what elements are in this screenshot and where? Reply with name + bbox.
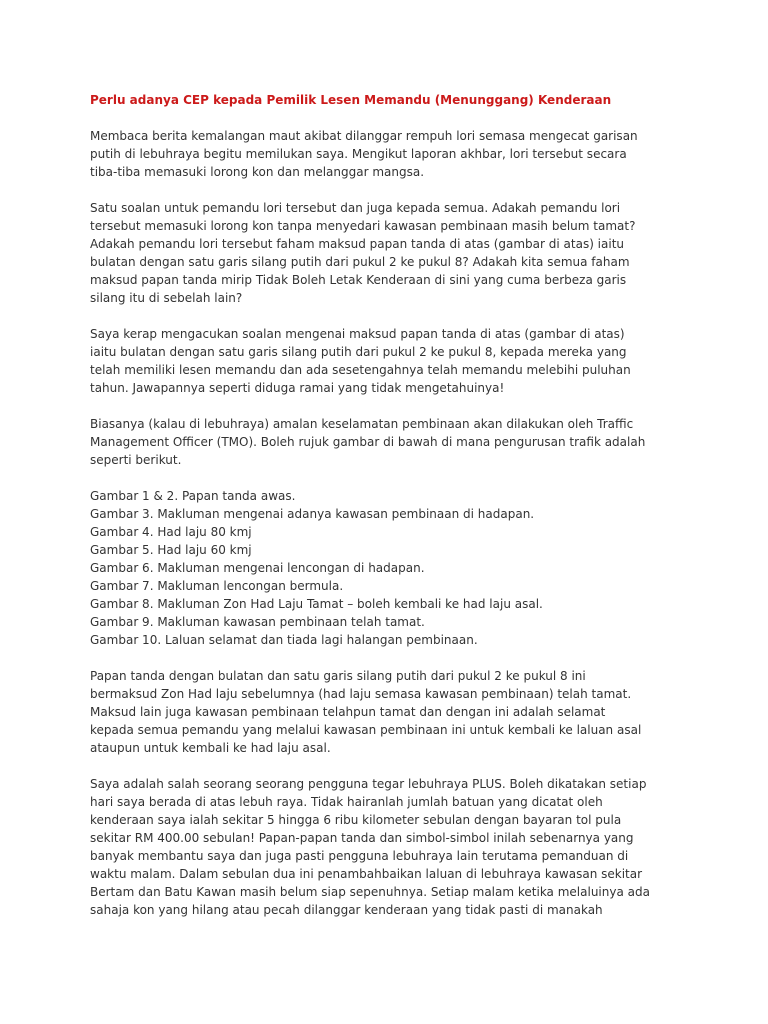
text-line: kepada semua pemandu yang melalui kawasan pembinaan ini untuk kembali ke laluan asal — [90, 723, 642, 737]
text-line: Adakah pemandu lori tersebut faham maksud papan tanda di atas (gambar di atas) iaitu — [90, 237, 625, 251]
text-line: Management Officer (TMO). Boleh rujuk gambar di bawah di mana pengurusan trafik adalah — [90, 435, 646, 449]
text-line: putih di lebuhraya begitu memilukan saya. Mengikut laporan akhbar, lori tersebut secara — [90, 147, 627, 161]
list-item: Gambar 1 & 2. Papan tanda awas. — [90, 489, 296, 503]
list-item: Gambar 4. Had laju 80 kmj — [90, 525, 252, 539]
text-line: kenderaan saya ialah sekitar 5 hingga 6 ribu kilometer sebulan dengan bayaran tol pula — [90, 813, 622, 827]
list-item: Gambar 7. Makluman lencongan bermula. — [90, 579, 344, 593]
text-line: Satu soalan untuk pemandu lori tersebut dan juga kepada semua. Adakah pemandu lori — [90, 201, 621, 215]
text-line: tersebut memasuki lorong kon tanpa menyedari kawasan pembinaan masih belum tamat? — [90, 219, 636, 233]
text-line: Saya kerap mengacukan soalan mengenai maksud papan tanda di atas (gambar di atas) — [90, 327, 625, 341]
paragraph-3 — [90, 325, 750, 397]
paragraph-4 — [90, 415, 750, 469]
paragraph-1 — [90, 127, 750, 181]
paragraph-6 — [90, 775, 750, 919]
text-line: iaitu bulatan dengan satu garis silang putih dari pukul 2 ke pukul 8, kepada mereka yang — [90, 345, 627, 359]
text-line: bermaksud Zon Had laju sebelumnya (had laju semasa kawasan pembinaan) telah tamat. — [90, 687, 632, 701]
text-line: sahaja kon yang hilang atau pecah dilanggar kenderaan yang tidak pasti di manakah — [90, 903, 603, 917]
text-line: ataupun untuk kembali ke had laju asal. — [90, 741, 331, 755]
text-line: waktu malam. Dalam sebulan dua ini penambahbaikan laluan di lebuhraya kawasan sekitar — [90, 867, 643, 881]
text-line: maksud papan tanda mirip Tidak Boleh Letak Kenderaan di sini yang cuma berbeza garis — [90, 273, 627, 287]
text-line: banyak membantu saya dan juga pasti pengguna lebuhraya lain terutama pemanduan di — [90, 849, 629, 863]
text-line: Papan tanda dengan bulatan dan satu garis silang putih dari pukul 2 ke pukul 8 ini — [90, 669, 586, 683]
list-item: Gambar 3. Makluman mengenai adanya kawasan pembinaan di hadapan. — [90, 507, 535, 521]
text-line: sekitar RM 400.00 sebulan! Papan-papan tanda dan simbol-simbol inilah sebenarnya yang — [90, 831, 634, 845]
figure-list — [90, 487, 750, 649]
paragraph-5 — [90, 667, 750, 757]
text-line: telah memiliki lesen memandu dan ada sesetengahnya telah memandu melebihi puluhan — [90, 363, 631, 377]
text-line: seperti berikut. — [90, 453, 182, 467]
list-item: Gambar 8. Makluman Zon Had Laju Tamat – boleh kembali ke had laju asal. — [90, 597, 543, 611]
list-item: Gambar 10. Laluan selamat dan tiada lagi halangan pembinaan. — [90, 633, 478, 647]
text-line: Membaca berita kemalangan maut akibat dilanggar rempuh lori semasa mengecat garisan — [90, 129, 638, 143]
list-item: Gambar 9. Makluman kawasan pembinaan telah tamat. — [90, 615, 425, 629]
text-line: tiba-tiba memasuki lorong kon dan melanggar mangsa. — [90, 165, 425, 179]
text-line: Bertam dan Batu Kawan masih belum siap sepenuhnya. Setiap malam ketika melaluinya ada — [90, 885, 650, 899]
text-line: bulatan dengan satu garis silang putih dari pukul 2 ke pukul 8? Adakah kita semua faham — [90, 255, 630, 269]
text-line: Maksud lain juga kawasan pembinaan telahpun tamat dan dengan ini adalah selamat — [90, 705, 606, 719]
article-title: Perlu adanya CEP kepada Pemilik Lesen Memandu (Menunggang) Kenderaan — [90, 93, 612, 107]
list-item: Gambar 5. Had laju 60 kmj — [90, 543, 252, 557]
text-line: silang itu di sebelah lain? — [90, 291, 243, 305]
text-line: hari saya berada di atas lebuh raya. Tidak hairanlah jumlah batuan yang dicatat oleh — [90, 795, 603, 809]
text-line: Biasanya (kalau di lebuhraya) amalan keselamatan pembinaan akan dilakukan oleh Traffic — [90, 417, 634, 431]
paragraph-2 — [90, 199, 750, 307]
list-item: Gambar 6. Makluman mengenai lencongan di hadapan. — [90, 561, 425, 575]
text-line: tahun. Jawapannya seperti diduga ramai yang tidak mengetahuinya! — [90, 381, 505, 395]
document-page — [90, 91, 750, 937]
text-line: Saya adalah salah seorang seorang pengguna tegar lebuhraya PLUS. Boleh dikatakan setiap — [90, 777, 647, 791]
